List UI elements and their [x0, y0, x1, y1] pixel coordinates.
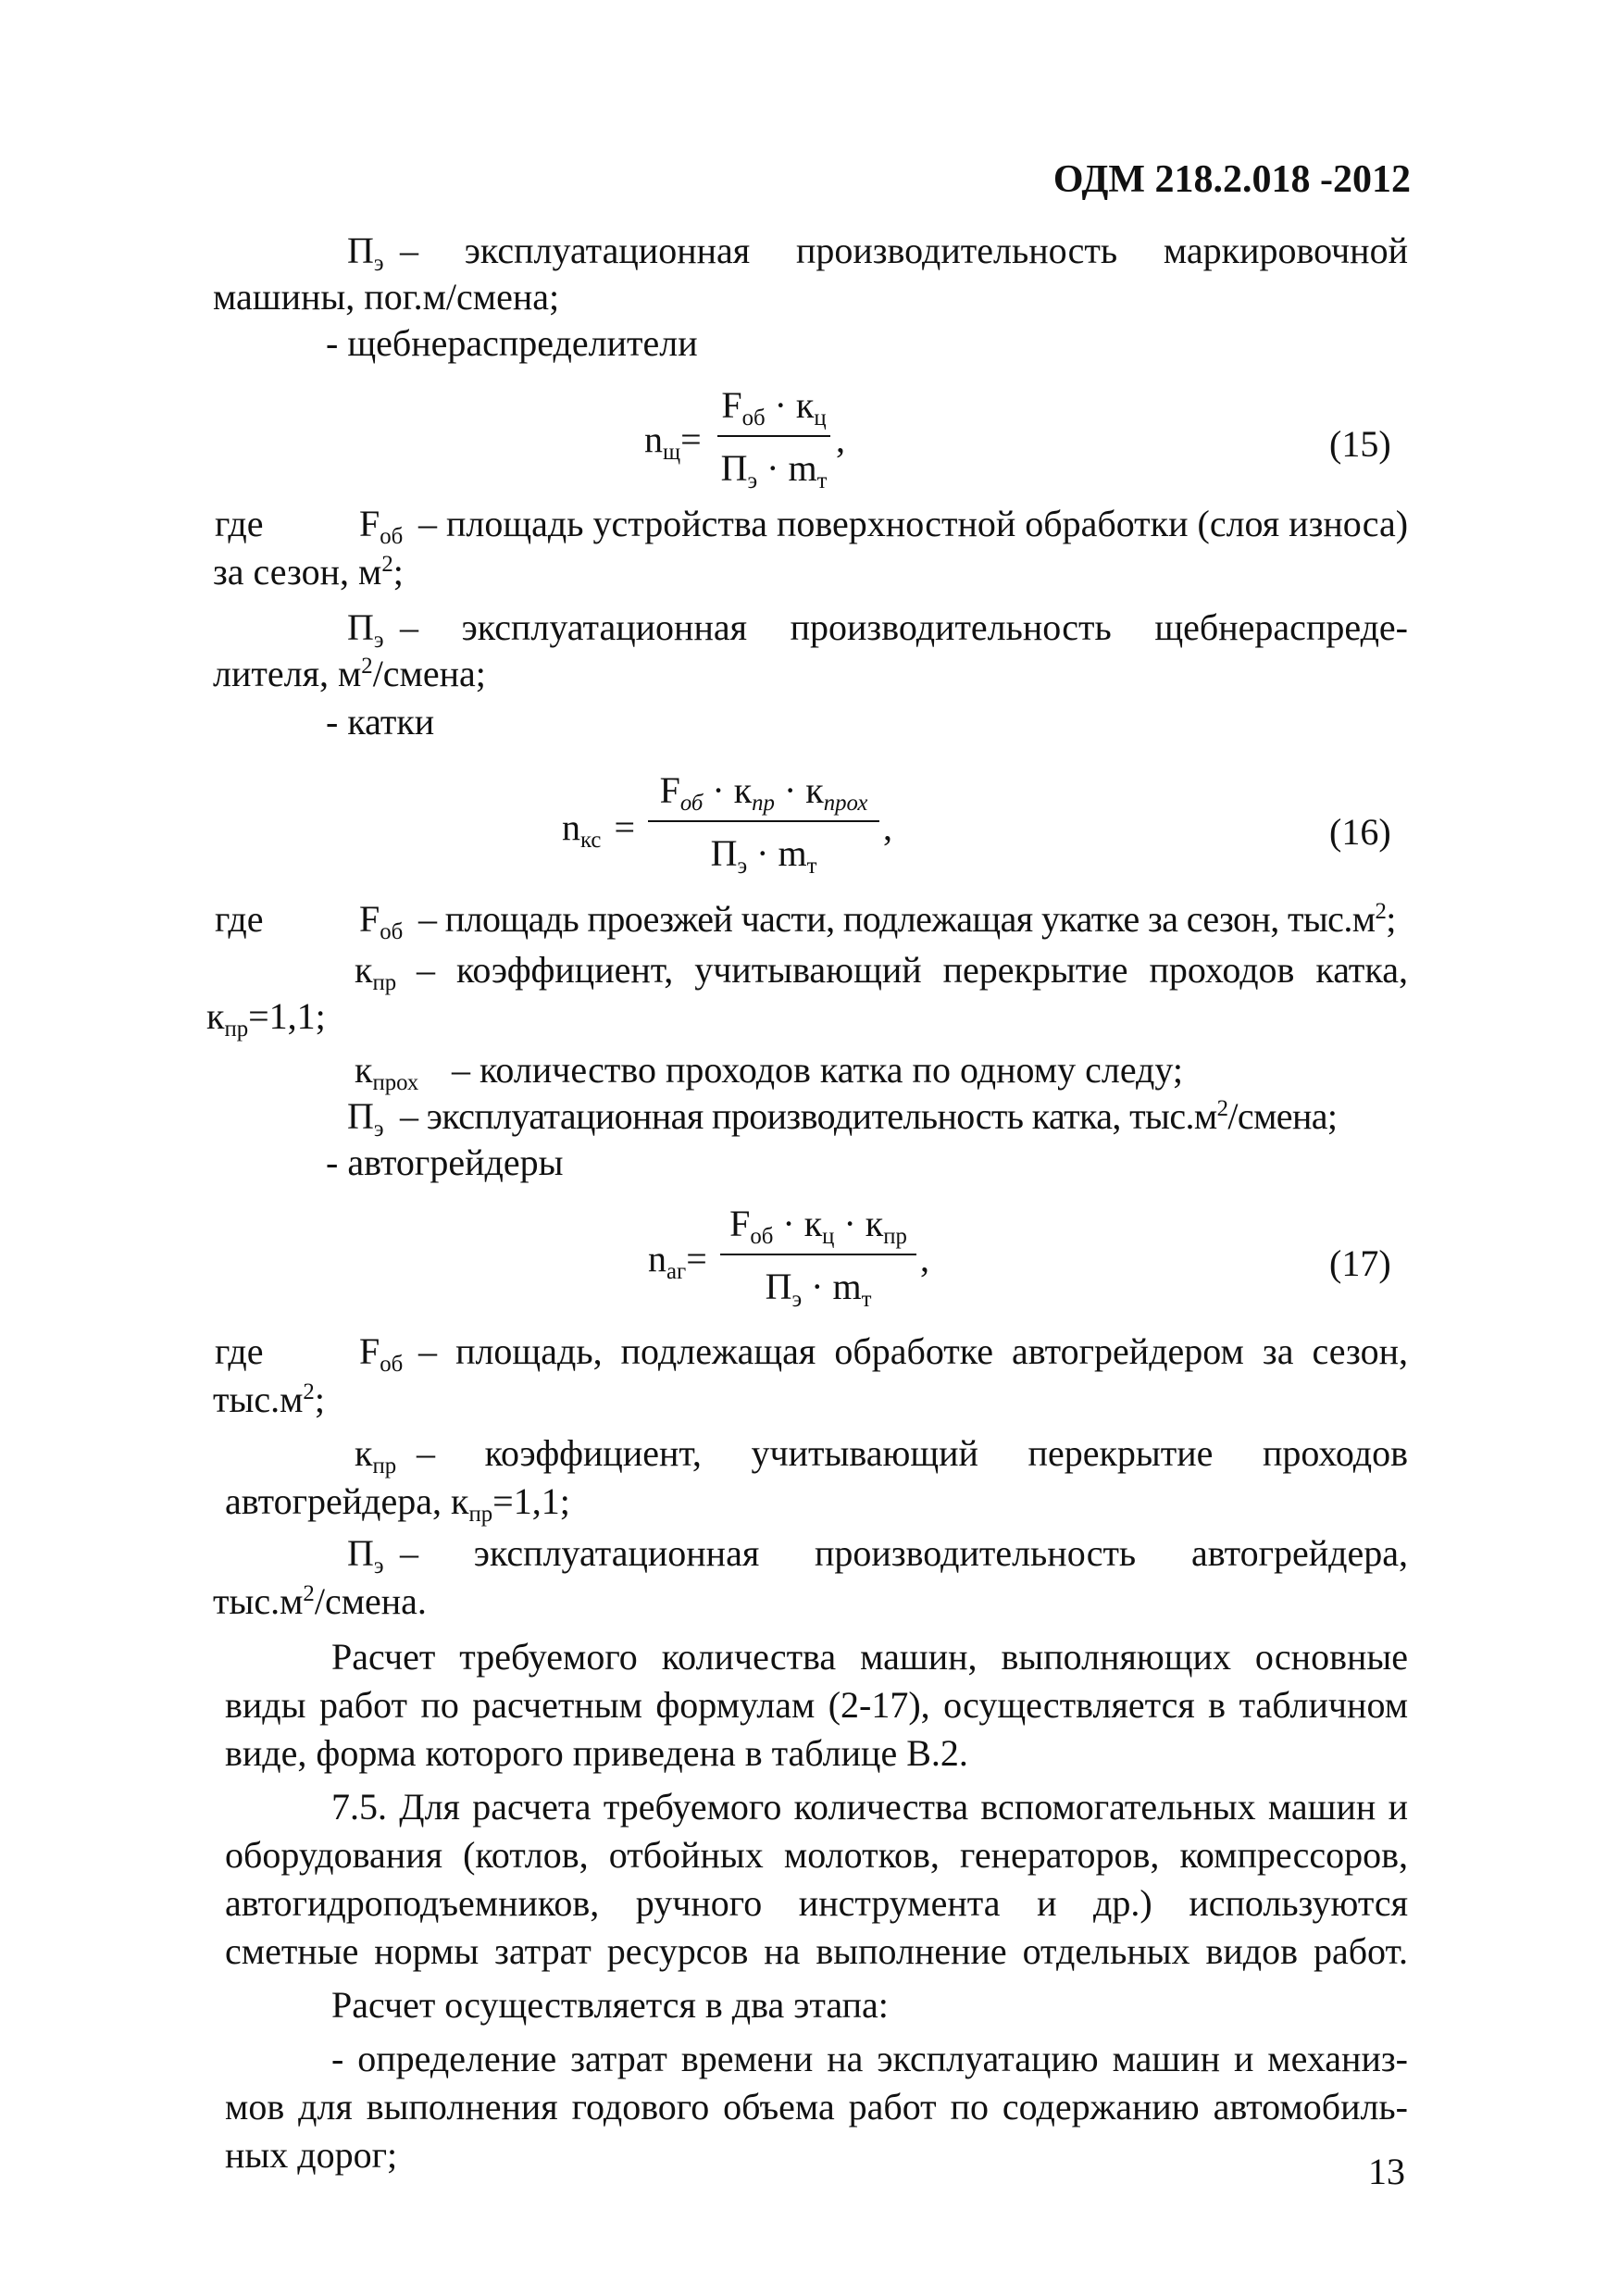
formula-16-suffix: ,	[883, 806, 892, 848]
page-number: 13	[1368, 2151, 1405, 2192]
formula-17-lhs: $n_{аг}=$	[648, 1238, 707, 1284]
formula-17-suffix: ,	[920, 1238, 929, 1279]
p-e-marking-line-2: машины, пог.м/смена;	[213, 276, 560, 318]
formula-16-lhs: $n_{кс}$ =	[562, 806, 635, 853]
p-e-shcheb-line-1: – эксплуатационная производительность щебнераспреде-	[400, 606, 1408, 648]
para4-line-1: - определение затрат времени на эксплуатацию машин и механиз-	[331, 2038, 1408, 2079]
formula-17-fraction-bar	[720, 1254, 916, 1255]
para2-line-1: 7.5. Для расчета требуемого количества вспомогательных машин и	[331, 1786, 1408, 1828]
para2-line-2: оборудования (котлов, отбойных молотков, генераторов, компрессоров,	[225, 1834, 1408, 1876]
para2-line-4: сметные нормы затрат ресурсов на выполнение отдельных видов работ.	[225, 1930, 1408, 1972]
symbol-p-e-4: $П_э$	[347, 1532, 384, 1578]
para1-line-1: Расчет требуемого количества машин, выполняющих основные	[331, 1636, 1408, 1678]
k-prox-definition: – количество проходов катка по одному следу;	[452, 1049, 1183, 1091]
symbol-p-e-3: $П_э$	[347, 1095, 384, 1142]
f-ob-definition-line-2: за сезон, $м^2$;	[213, 551, 404, 593]
gde-label-1: где	[215, 503, 264, 544]
formula-15-fraction-bar	[717, 435, 830, 437]
katki-item: - катки	[326, 701, 435, 742]
symbol-k-pr-1: $к_{пр}$	[355, 949, 397, 995]
formula-17-numerator: $F_{об} \cdot к_ц \cdot к_{пр}$	[729, 1203, 907, 1249]
formula-16-denominator: $П_э \cdot m_т$	[710, 832, 817, 879]
f-ob-definition-line-1: – площадь устройства поверхностной обработки (слоя износа)	[418, 503, 1409, 544]
formula-15-fraction	[717, 380, 830, 494]
f-ob-katki-line: – площадь проезжей части, подлежащая укатке за сезон, $тыс.м^2$;	[418, 898, 1396, 940]
para3-line: Расчет осуществляется в два этапа:	[331, 1984, 889, 2026]
symbol-f-ob-3: $F_{об}$	[359, 1330, 404, 1377]
symbol-f-ob-1: $F_{об}$	[359, 503, 404, 549]
formula-16-numerator: $F_{об} \cdot к_{пр} \cdot к_{прох}$	[659, 769, 868, 816]
avtogr-item: - автогрейдеры	[326, 1142, 564, 1183]
formula-15-numerator: $F_{об} \cdot к_ц$	[721, 384, 827, 430]
document-header: ОДМ 218.2.018 -2012	[1052, 158, 1411, 201]
formula-16-fraction-bar	[648, 820, 879, 822]
formula-17-denominator: $П_э \cdot m_т$	[765, 1266, 872, 1312]
formula-16-fraction	[648, 765, 879, 880]
formula-17-fraction	[720, 1198, 916, 1313]
k-pr-avt-line-1: – коэффициент, учитывающий перекрытие проходов	[417, 1432, 1408, 1474]
para4-line-2: мов для выполнения годового объема работ по содержанию автомобиль-	[225, 2086, 1408, 2128]
formula-15-lhs: $n_щ=$	[644, 418, 702, 465]
para1-line-3: виде, форма которого приведена в таблице В.2.	[225, 1732, 968, 1774]
symbol-k-pr-2: $к_{пр}$	[355, 1432, 397, 1479]
symbol-f-ob-2: $F_{об}$	[359, 898, 404, 944]
formula-15-denominator: $П_э \cdot m_т$	[720, 447, 828, 493]
k-pr-definition-line-1: – коэффициент, учитывающий перекрытие проходов катка,	[417, 949, 1408, 991]
symbol-p-e: $П_э$	[347, 230, 384, 276]
para2-line-3: автогидроподъемников, ручного инструмента и др.) используются	[225, 1882, 1408, 1924]
shcheben-item: - щебнераспределители	[326, 322, 698, 364]
gde-label-2: где	[215, 898, 264, 940]
para1-line-2: виды работ по расчетным формулам (2-17), осуществляется в табличном	[225, 1684, 1408, 1726]
f-ob-avt-line-2: $тыс.м^2$;	[213, 1379, 325, 1420]
symbol-k-prox: $к_{прох}$	[355, 1049, 419, 1095]
p-e-shcheb-line-2: лителя, $м^2$/смена;	[213, 653, 486, 694]
formula-16-number: (16)	[1329, 811, 1391, 853]
f-ob-avt-line-1: – площадь, подлежащая обработке автогрейдером за сезон,	[418, 1330, 1408, 1372]
formula-15-suffix: ,	[836, 418, 845, 460]
k-pr-avt-line-2: автогрейдера, $к_{пр}=1,1$;	[225, 1480, 570, 1527]
p-e-marking-line-1: – эксплуатационная производительность маркировочной	[400, 230, 1408, 271]
formula-17-number: (17)	[1329, 1242, 1391, 1284]
p-e-avt-line-2: $тыс.м^2$/смена.	[213, 1580, 427, 1622]
p-e-katka-line: – эксплуатационная производительность катка, $тыс.м^2$/смена;	[400, 1095, 1338, 1137]
k-pr-value: $к_{пр}=1,1$;	[206, 995, 326, 1042]
gde-label-3: где	[215, 1330, 264, 1372]
symbol-p-e-2: $П_э$	[347, 606, 384, 653]
p-e-avt-line-1: – эксплуатационная производительность автогрейдера,	[400, 1532, 1408, 1574]
formula-15-number: (15)	[1329, 423, 1391, 465]
para4-line-3: ных дорог;	[225, 2134, 398, 2176]
